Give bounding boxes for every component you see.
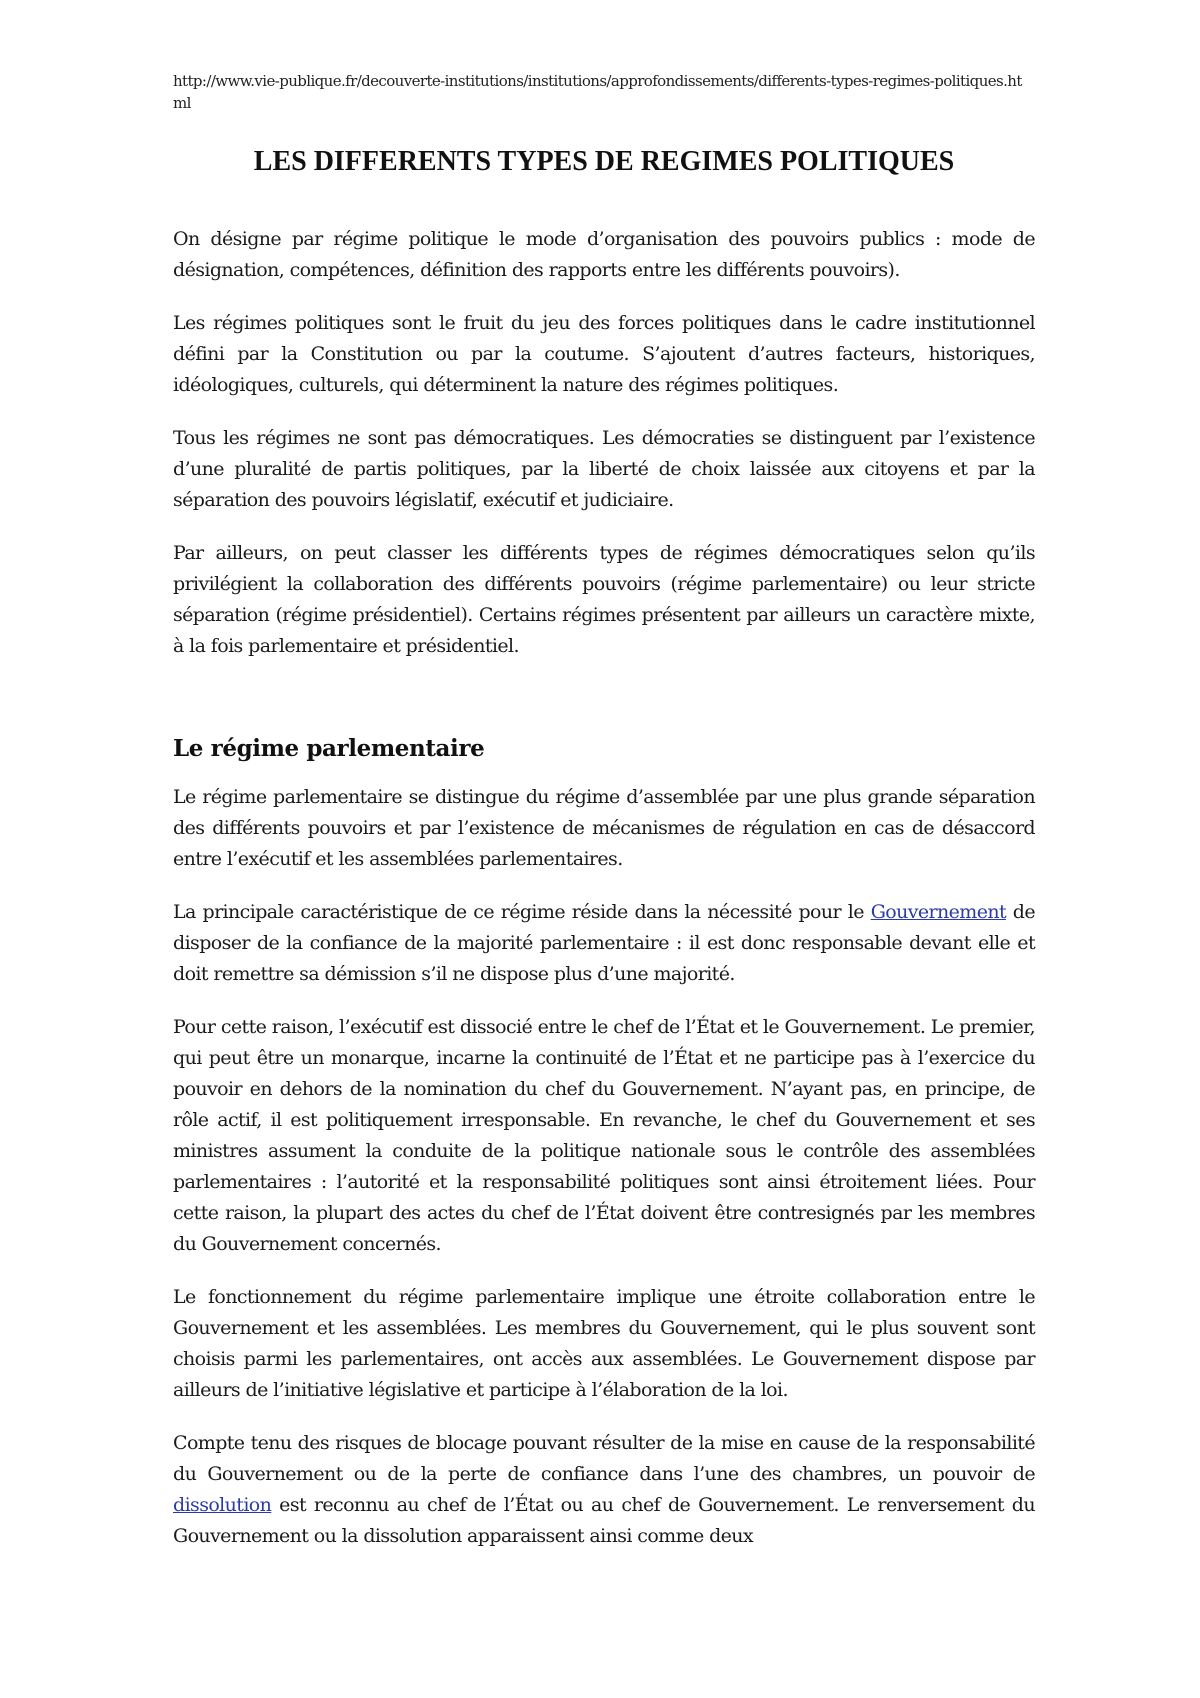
- paragraph-text: est reconnu au chef de l’État ou au chef de Gouvernement. Le renversement du Gouvernement ou la dissolution apparaissent ainsi comme deux: [173, 1494, 1035, 1547]
- section-paragraph-3: Pour cette raison, l’exécutif est dissocié entre le chef de l’État et le Gouvernement. Le premier, qui peut être un monarque, incarne la continuité de l’État et ne participe pas à l’exercice du pouvoir en dehors de la nomination du chef du Gouvernement. N’ayant pas, en principe, de rôle actif, il est politiquement irresponsable. En revanche, le chef du Gouvernement et ses ministres assument la conduite de la politique nationale sous le contrôle des assemblées parlementaires : l’autorité et la responsabilité politiques sont ainsi étroitement liées. Pour cette raison, la plupart des actes du chef de l’État doivent être contresignés par les membres du Gouvernement concernés.: [173, 1016, 1035, 1255]
- dissolution-link[interactable]: dissolution: [173, 1494, 272, 1516]
- paragraph-text: de disposer de la confiance de la majorité parlementaire : il est donc responsable devant elle et doit remettre sa démission s’il ne dispose plus d’une majorité.: [173, 901, 1035, 985]
- section-paragraph-4: Le fonctionnement du régime parlementaire implique une étroite collaboration entre le Gouvernement et les assemblées. Les membres du Gouvernement, qui le plus souvent sont choisis parmi les parlementaires, ont accès aux assemblées. Le Gouvernement dispose par ailleurs de l’initiative législative et participe à l’élaboration de la loi.: [173, 1286, 1035, 1401]
- document-page: [173, 70, 1035, 1574]
- paragraph-text: La principale caractéristique de ce régime réside dans la nécessité pour le: [173, 901, 871, 923]
- intro-paragraph-1: On désigne par régime politique le mode d’organisation des pouvoirs publics : mode de désignation, compétences, définition des rapports entre les différents pouvoirs).: [173, 228, 1035, 281]
- intro-paragraph-4: Par ailleurs, on peut classer les différents types de régimes démocratiques selon qu’ils privilégient la collaboration des différents pouvoirs (régime parlementaire) ou leur stricte séparation (régime présidentiel). Certains régimes présentent par ailleurs un caractère mixte, à la fois parlementaire et présidentiel.: [173, 542, 1035, 657]
- section-heading-parlementaire: Le régime parlementaire: [173, 735, 485, 762]
- paragraph-text: Compte tenu des risques de blocage pouvant résulter de la mise en cause de la responsabilité du Gouvernement ou de la perte de confiance dans l’une des chambres, un pouvoir de: [173, 1432, 1035, 1485]
- intro-paragraph-2: Les régimes politiques sont le fruit du jeu des forces politiques dans le cadre institutionnel défini par la Constitution ou par la coutume. S’ajoutent d’autres facteurs, historiques, idéologiques, culturels, qui déterminent la nature des régimes politiques.: [173, 312, 1035, 396]
- section-paragraph-2: [173, 897, 1035, 990]
- intro-section: [173, 224, 1035, 662]
- section-paragraph-1: Le régime parlementaire se distingue du régime d’assemblée par une plus grande séparation des différents pouvoirs et par l’existence de mécanismes de régulation en cas de désaccord entre l’exécutif et les assemblées parlementaires.: [173, 786, 1035, 870]
- section-paragraph-5: [173, 1428, 1035, 1552]
- document-title: LES DIFFERENTS TYPES DE REGIMES POLITIQUES: [253, 146, 955, 177]
- gouvernement-link[interactable]: Gouvernement: [870, 901, 1007, 923]
- source-url: http://www.vie-publique.fr/decouverte-institutions/institutions/approfondissements/differents-types-regimes-politiques.html: [173, 72, 1022, 112]
- intro-paragraph-3: Tous les régimes ne sont pas démocratiques. Les démocraties se distinguent par l’existence d’une pluralité de partis politiques, par la liberté de choix laissée aux citoyens et par la séparation des pouvoirs législatif, exécutif et judiciaire.: [173, 427, 1035, 511]
